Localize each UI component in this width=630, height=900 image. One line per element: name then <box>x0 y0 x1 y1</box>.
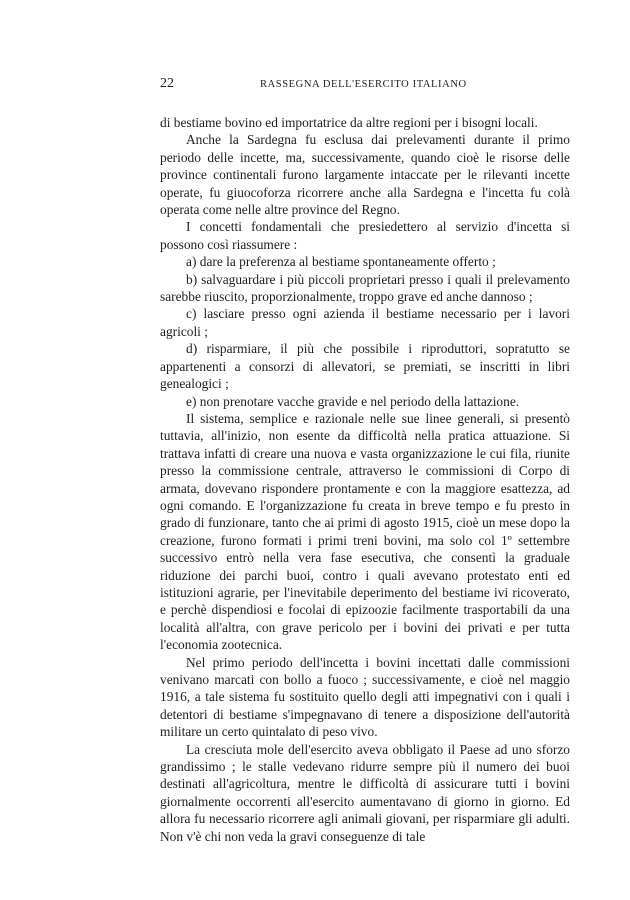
list-item-e: e) non prenotare vacche gravide e nel periodo della lattazione. <box>186 393 520 409</box>
page-header <box>160 76 570 92</box>
paragraph-sistema: Il sistema, semplice e razionale nelle sue linee generali, si presentò tuttavia, all'inizio, non esente da difficoltà nella pratica attuazione. Si trattava infatti di creare una nuova e vasta organizzazione le cui fila, riunite presso la commissione centrale, attraverso le commissioni di Corpo di armata, dovevano rispondere prontamente e con la maggiore esattezza, ad ogni comando. E l'organizzazione fu creata in breve tempo e fu presto in grado di funzionare, tanto che ai primi di agosto 1915, cioè un mese dopo la creazione, furono formati i primi treni bovini, ma solo col 1º settembre successivo entrò nella vera fase esecutiva, che consentì la graduale riduzione dei parchi buoi, contro i quali avevano protestato enti ed istituzioni agrarie, per l'inevitabile deperimento del bestiame ivi ricoverato, e perchè dispendiosi e focolai di epizoozie facilmente trasportabili da una località all'altra, con grave pericolo per i bovini dei privati e per tutta l'economia zootecnica. <box>160 410 570 653</box>
paragraph-sardegna: Anche la Sardegna fu esclusa dai prelevamenti durante il primo periodo delle incette, ma, successivamente, quando cioè le risorse delle province continentali furono largamente intaccate per le rilevanti incette operate, fu giuocoforza ricorrere anche alla Sardegna e l'incetta fu colà operata come nelle altre province del Regno. <box>160 132 570 218</box>
paragraph-primo-periodo: Nel primo periodo dell'incetta i bovini incettati dalle commissioni venivano marcati con bollo a fuoco ; successivamente, e cioè nel maggio 1916, a tale sistema fu sostituito quello degli atti impegnativi con i quali i detentori di bestiame s'impegnavano di tenere a disposizione dell'autorità militare un certo quintalato di peso vivo. <box>160 654 570 740</box>
list-item-c: c) lasciare presso ogni azienda il bestiame necessario per i lavori agricoli ; <box>160 306 570 339</box>
list-item-d: d) risparmiare, il più che possibile i riproduttori, sopratutto se appartenenti a consorzi di allevatori, se premiati, se inscritti in libri genealogici ; <box>160 341 570 392</box>
page-number: 22 <box>160 76 174 91</box>
list-item-a: a) dare la preferenza al bestiame spontaneamente offerto ; <box>186 254 496 270</box>
paragraph-cresciuta-mole: La cresciuta mole dell'esercito aveva obbligato il Paese ad uno sforzo grandissimo ; le stalle vedevano ridurre sempre più il numero dei buoi destinati all'agricoltura, mentre le difficoltà di assicurare tutti i bovini giornalmente occorrenti all'esercito aumentavano di giorno in giorno. Ed allora fu necessario ricorrere agli animali giovani, per risparmiare gli adulti. Non v'è chi non veda la gravi conseguenze di tale <box>160 741 570 844</box>
running-title: RASSEGNA DELL'ESERCITO ITALIANO <box>260 79 467 90</box>
list-item-b: b) salvaguardare i più piccoli proprietari presso i quali il prelevamento sarebbe riuscito, proporzionalmente, troppo grave ed anche dannoso ; <box>160 271 570 305</box>
paragraph-continuation: di bestiame bovino ed importatrice da altre regioni per i bisogni locali. <box>160 115 538 130</box>
paragraph-concetti: I concetti fondamentali che presiedettero al servizio d'incetta si possono così riassumere : <box>160 219 570 252</box>
body-text <box>160 114 570 845</box>
